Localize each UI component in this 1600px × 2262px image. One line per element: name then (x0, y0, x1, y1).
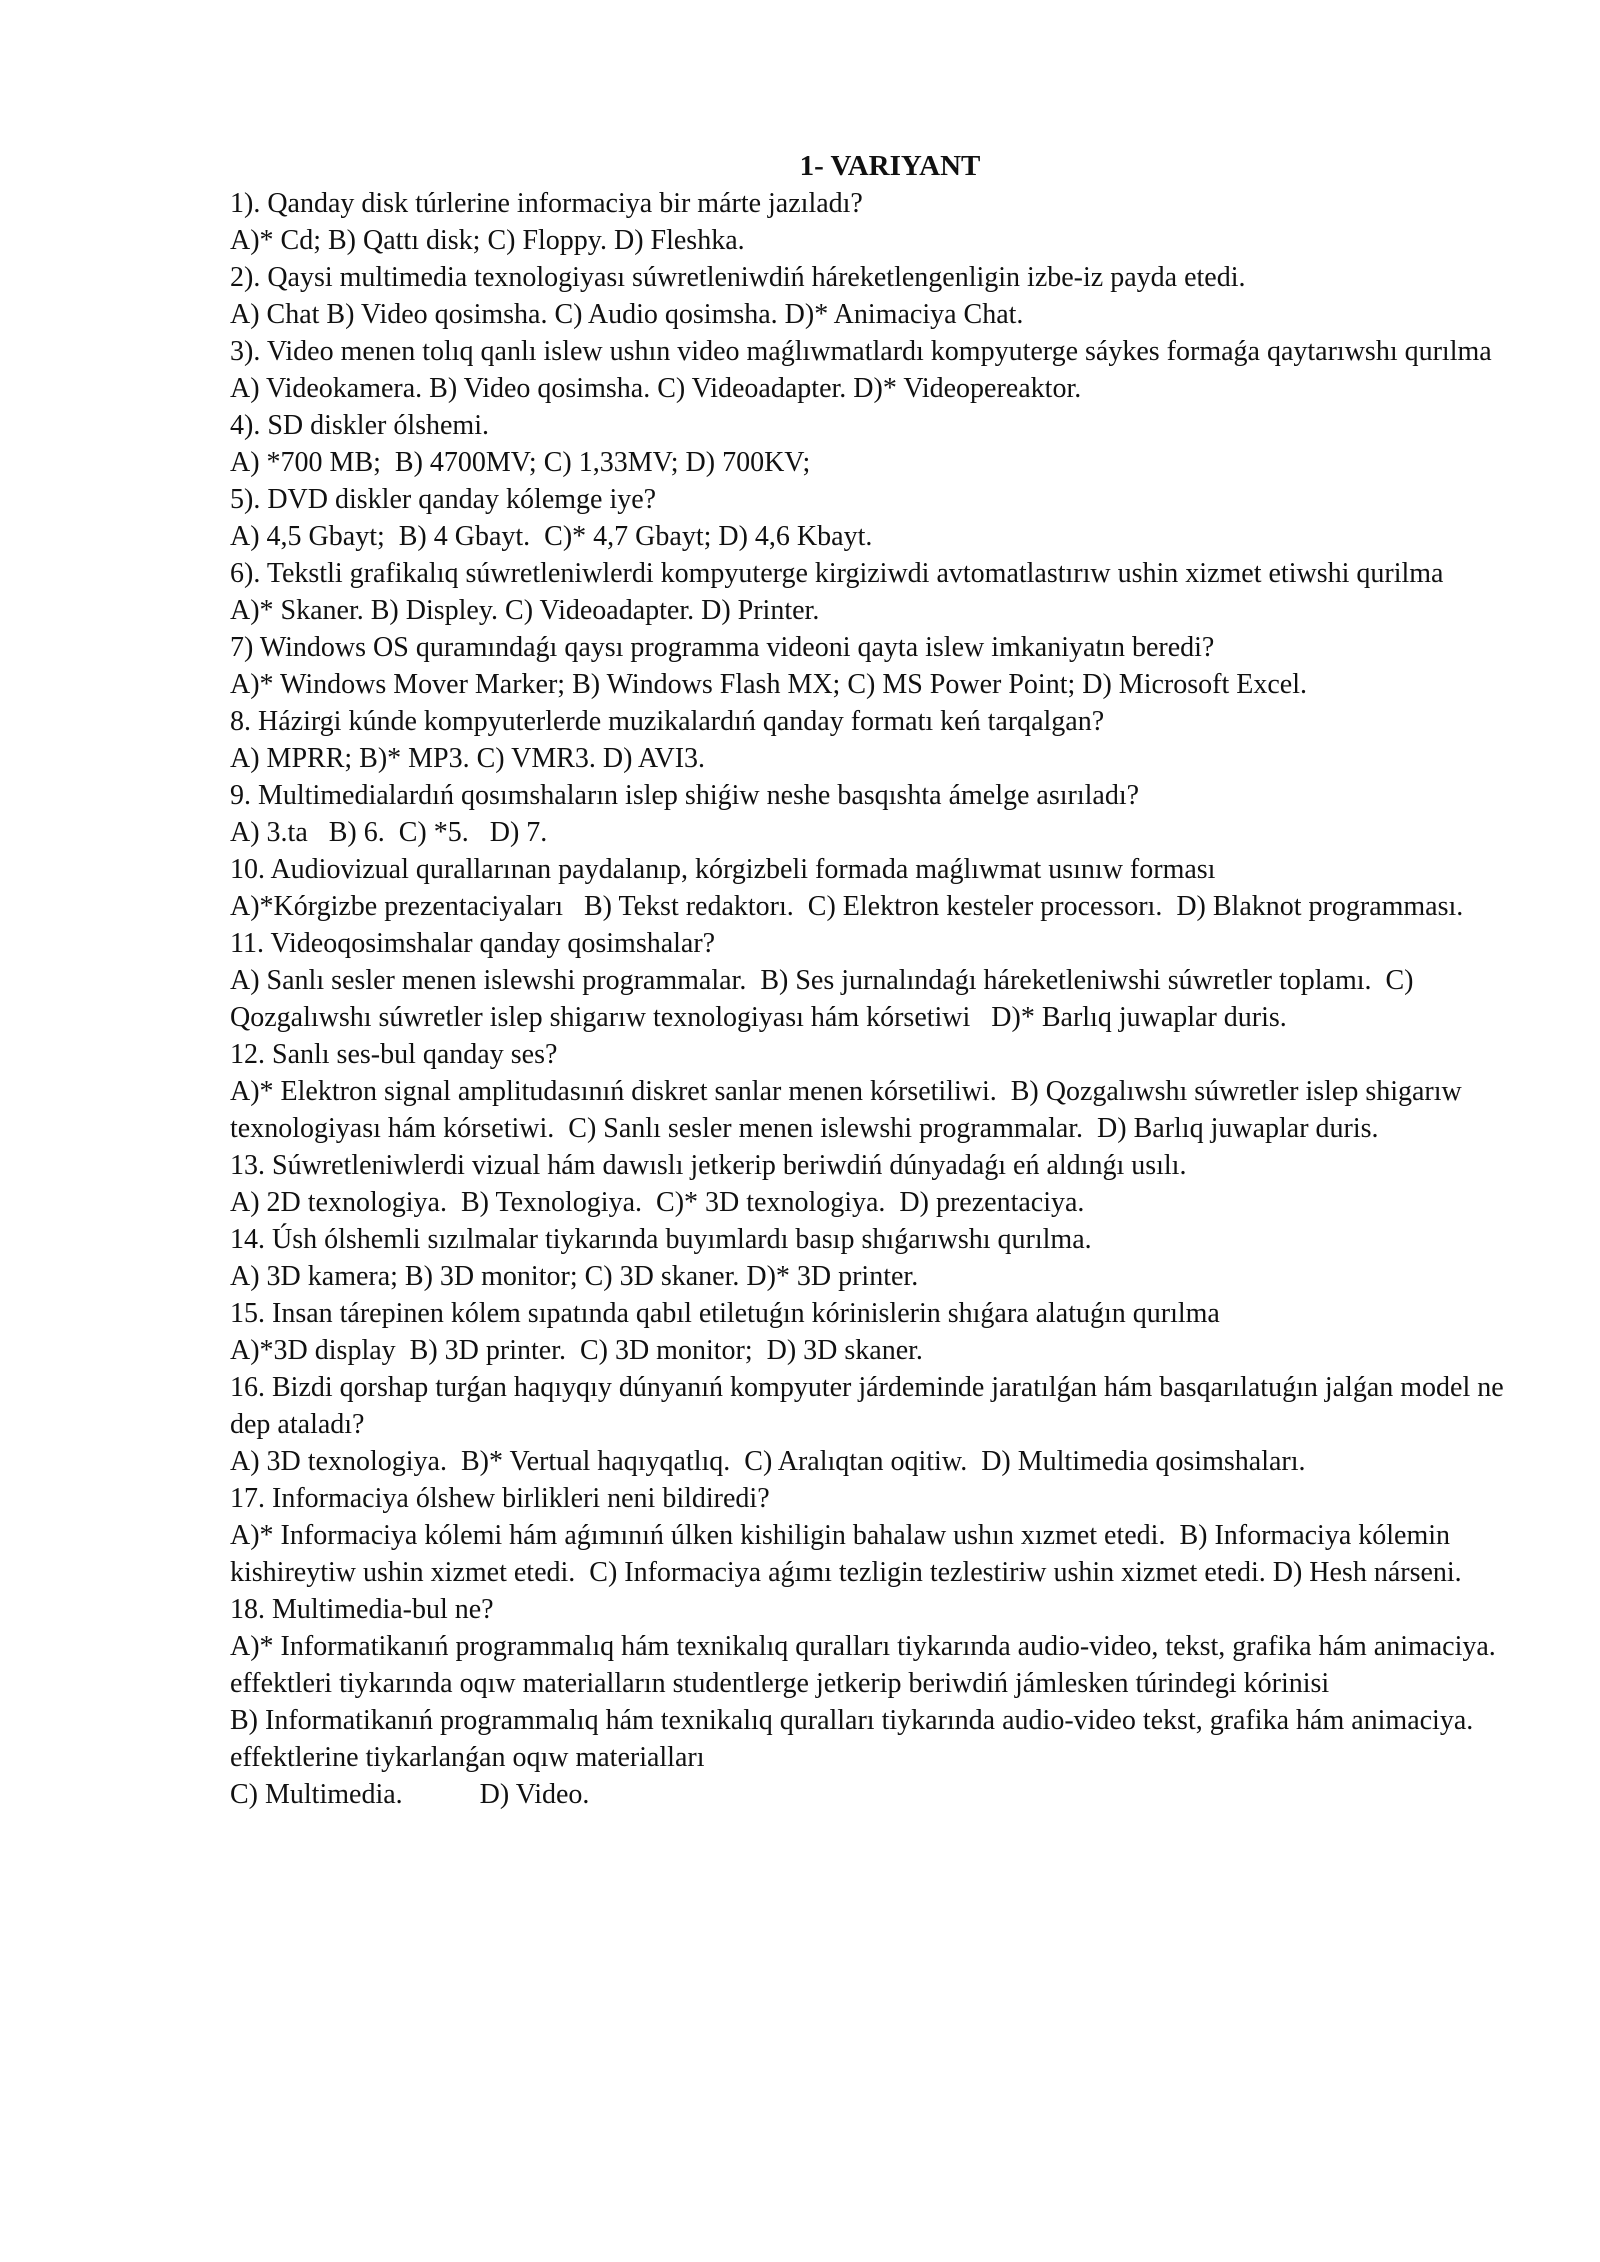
text-line: 18. Multimedia-bul ne? (230, 1594, 494, 1625)
question-list (230, 185, 1510, 1813)
text-line: A) 4,5 Gbayt; B) 4 Gbayt. C)* 4,7 Gbayt; D) 4,6 Kbayt. (230, 521, 873, 552)
text-line: 13. Súwretleniwlerdi vizual hám dawıslı jetkerip beriwdiń dúnyadaǵı eń aldınǵı usılı. (230, 1150, 1187, 1181)
text-line: A) Videokamera. B) Video qosimsha. C) Videoadapter. D)* Videopereaktor. (230, 373, 1082, 404)
text-line: 14. Úsh ólshemli sızılmalar tiykarında buyımlardı basıp shıǵarıwshı qurılma. (230, 1224, 1092, 1255)
text-line: A) Chat B) Video qosimsha. C) Audio qosimsha. D)* Animaciya Chat. (230, 299, 1024, 330)
text-line: 10. Audiovizual qurallarınan paydalanıp, kórgizbeli formada maǵlıwmat usınıw forması (230, 854, 1216, 885)
text-line: A)* Windows Mover Marker; B) Windows Flash MX; C) MS Power Point; D) Microsoft Excel. (230, 669, 1307, 700)
text-line: 16. Bizdi qorshap turǵan haqıyqıy dúnyanıń kompyuter járdeminde jaratılǵan hám basqarılatuǵın jalǵan model ne dep ataladı? (230, 1372, 1511, 1440)
text-line: A) 3.ta B) 6. C) *5. D) 7. (230, 817, 548, 848)
text-line: A) 3D kamera; B) 3D monitor; C) 3D skaner. D)* 3D printer. (230, 1261, 919, 1292)
text-line: A)* Informatikanıń programmalıq hám texnikalıq quralları tiykarında audio-video, tekst, grafika hám animaciya. effektleri tiykarında oqıw materialların studentlerge jetkerip beriwdiń jámlesken túrindegi kórinisi (230, 1631, 1503, 1699)
text-line: A)* Skaner. B) Displey. C) Videoadapter. D) Printer. (230, 595, 820, 626)
text-line: 2). Qaysi multimedia texnologiyası súwretleniwdiń háreketlengenligin izbe-iz payda etedi. (230, 262, 1246, 293)
text-line: A) *700 MB; B) 4700MV; C) 1,33MV; D) 700KV; (230, 447, 811, 478)
text-line: A) 3D texnologiya. B)* Vertual haqıyqatlıq. C) Aralıqtan oqitiw. D) Multimedia qosimshaları. (230, 1446, 1306, 1477)
text-line: 11. Videoqosimshalar qanday qosimshalar? (230, 928, 716, 959)
text-line: 17. Informaciya ólshew birlikleri neni bildiredi? (230, 1483, 770, 1514)
text-line: 5). DVD diskler qanday kólemge iye? (230, 484, 657, 515)
text-line: 12. Sanlı ses-bul qanday ses? (230, 1039, 558, 1070)
document-title: 1- VARIYANT (799, 150, 981, 182)
text-line: A)*Kórgizbe prezentaciyaları B) Tekst redaktorı. C) Elektron kesteler processorı. D) Blaknot programması. (230, 891, 1464, 922)
text-line: 9. Multimedialardıń qosımshaların islep shiǵiw neshe basqıshta ámelge asırıladı? (230, 780, 1140, 811)
text-line: C) Multimedia. D) Video. (230, 1779, 590, 1810)
text-line: A) MPRR; B)* MP3. C) VMR3. D) AVI3. (230, 743, 706, 774)
text-line: 7) Windows OS quramındaǵı qaysı programma videoni qayta islew imkaniyatın beredi? (230, 632, 1215, 663)
text-line: B) Informatikanıń programmalıq hám texnikalıq quralları tiykarında audio-video tekst, grafika hám animaciya. effektlerine tiykarlanǵan oqıw materialları (230, 1705, 1481, 1773)
text-line: 6). Tekstli grafikalıq súwretleniwlerdi kompyuterge kirgiziwdi avtomatlastırıw ushin xizmet etiwshi qurilma (230, 558, 1444, 589)
text-line: A)* Elektron signal amplitudasınıń diskret sanlar menen kórsetiliwi. B) Qozgalıwshı súwretler islep shigarıw texnologiyası hám kórsetiwi. C) Sanlı sesler menen islewshi programmalar. D) Barlıq juwaplar duris. (230, 1076, 1469, 1144)
text-line: 15. Insan tárepinen kólem sıpatında qabıl etiletuǵın kórinislerin shıǵara alatuǵın qurılma (230, 1298, 1220, 1329)
text-line: A)* Cd; B) Qattı disk; C) Floppy. D) Fleshka. (230, 225, 745, 256)
text-line: A)*3D display B) 3D printer. C) 3D monitor; D) 3D skaner. (230, 1335, 923, 1366)
text-line: A)* Informaciya kólemi hám aǵımınıń úlken kishiligin bahalaw ushın xızmet etedi. B) Informaciya kólemin kishireytiw ushin xizmet etedi. C) Informaciya aǵımı tezligin tezlestiriw ushin xizmet etedi. D) Hesh nárseni. (230, 1520, 1462, 1588)
text-line: 8. Házirgi kúnde kompyuterlerde muzikalardıń qanday formatı keń tarqalgan? (230, 706, 1105, 737)
text-line: A) 2D texnologiya. B) Texnologiya. C)* 3D texnologiya. D) prezentaciya. (230, 1187, 1085, 1218)
text-line: 4). SD diskler ólshemi. (230, 410, 489, 441)
text-line: 1). Qanday disk túrlerine informaciya bir márte jazıladı? (230, 188, 863, 219)
text-line: A) Sanlı sesler menen islewshi programmalar. B) Ses jurnalındaǵı háreketleniwshi súwretler toplamı. C) Qozgalıwshı súwretler islep shigarıw texnologiyası hám kórsetiwi D)* Barlıq juwaplar duris. (230, 965, 1421, 1033)
text-line: 3). Video menen tolıq qanlı islew ushın video maǵlıwmatlardı kompyuterge sáykes formaǵa qaytarıwshı qurılma (230, 336, 1492, 367)
document-page (230, 148, 1510, 1813)
